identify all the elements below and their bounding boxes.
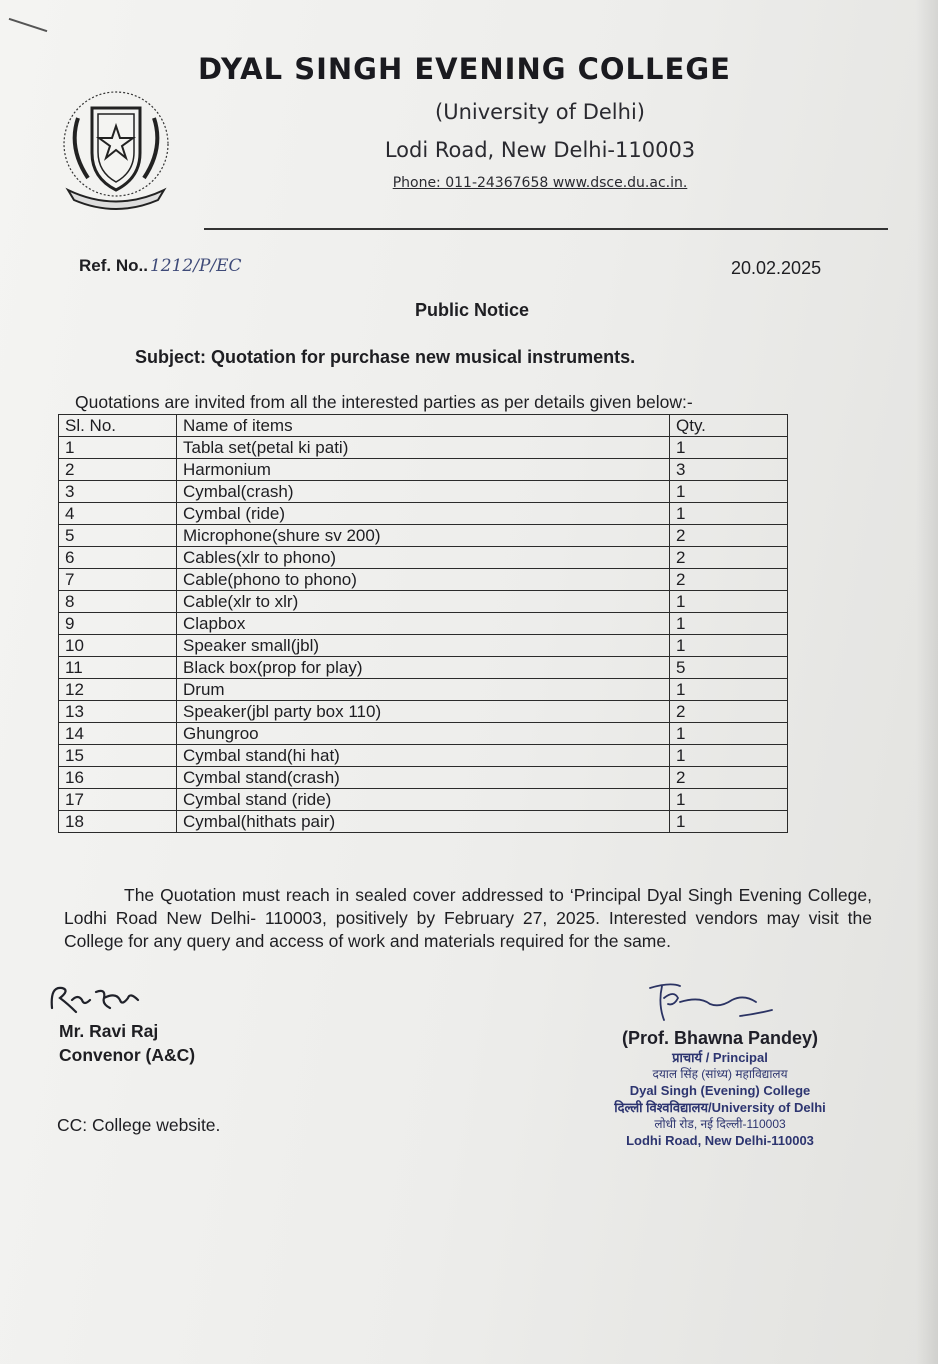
table-row — [59, 525, 788, 547]
table-row — [59, 723, 788, 745]
table-row — [59, 767, 788, 789]
cell-item-name: Tabla set(petal ki pati) — [177, 437, 670, 459]
cell-sl-no: 14 — [59, 723, 177, 745]
cell-qty: 2 — [670, 525, 788, 547]
cell-qty: 1 — [670, 591, 788, 613]
convenor-name: Mr. Ravi Raj — [59, 1021, 159, 1041]
cell-sl-no: 17 — [59, 789, 177, 811]
notice-intro: Quotations are invited from all the interested parties as per details given below:- — [75, 392, 693, 412]
cell-item-name: Ghungroo — [177, 723, 670, 745]
cell-qty: 1 — [670, 811, 788, 833]
cell-item-name: Drum — [177, 679, 670, 701]
table-row — [59, 569, 788, 591]
cell-sl-no: 2 — [59, 459, 177, 481]
notice-subject: Subject: Quotation for purchase new musical instruments. — [135, 347, 636, 367]
table-row — [59, 789, 788, 811]
cell-item-name: Cable(phono to phono) — [177, 569, 670, 591]
notice-paragraph: The Quotation must reach in sealed cover addressed to ‘Principal Dyal Singh Evening College, Lodhi Road New Delhi- 110003, positively by February 27, 2025. Interested vendors may visit the College for any query and access of work and materials required for the same. — [64, 885, 872, 951]
table-row — [59, 547, 788, 569]
stamp-line: दयाल सिंह (सांध्य) महाविद्यालय — [652, 1067, 788, 1081]
stamp-line: दिल्ली विश्वविद्यालय/University of Delhi — [614, 1100, 826, 1115]
convenor-role: Convenor (A&C) — [59, 1045, 196, 1065]
stamp-line: Lodhi Road, New Delhi-110003 — [626, 1133, 814, 1148]
table-row — [59, 459, 788, 481]
principal-signature — [640, 980, 780, 1025]
cell-qty: 5 — [670, 657, 788, 679]
cell-sl-no: 12 — [59, 679, 177, 701]
principal-name: (Prof. Bhawna Pandey) — [621, 1028, 819, 1048]
table-row — [59, 679, 788, 701]
pen-mark — [9, 18, 48, 32]
cell-item-name: Cymbal(hithats pair) — [177, 811, 670, 833]
cell-sl-no: 10 — [59, 635, 177, 657]
cell-qty: 1 — [670, 613, 788, 635]
cell-qty: 2 — [670, 547, 788, 569]
cell-sl-no: 4 — [59, 503, 177, 525]
table-row — [59, 613, 788, 635]
reference-handwritten: 1212/P/EC — [149, 256, 242, 276]
cell-qty: 1 — [670, 723, 788, 745]
college-crest-logo — [58, 78, 173, 213]
cell-item-name: Speaker small(jbl) — [177, 635, 670, 657]
cell-qty: 1 — [670, 635, 788, 657]
page-edge-shadow — [916, 0, 938, 1364]
cell-item-name: Cable(xlr to xlr) — [177, 591, 670, 613]
cell-sl-no: 7 — [59, 569, 177, 591]
cell-sl-no: 13 — [59, 701, 177, 723]
principal-stamp — [590, 1028, 850, 1149]
cell-qty: 1 — [670, 745, 788, 767]
cell-item-name: Cables(xlr to phono) — [177, 547, 670, 569]
table-row — [59, 635, 788, 657]
table-header-row — [59, 415, 788, 437]
cell-sl-no: 15 — [59, 745, 177, 767]
table-row — [59, 745, 788, 767]
cell-qty: 2 — [670, 767, 788, 789]
cell-sl-no: 5 — [59, 525, 177, 547]
cell-qty: 1 — [670, 503, 788, 525]
cell-sl-no: 16 — [59, 767, 177, 789]
cell-qty: 1 — [670, 789, 788, 811]
college-address: Lodi Road, New Delhi-110003 — [384, 138, 696, 162]
table-row — [59, 503, 788, 525]
header-sl-no: Sl. No. — [59, 415, 177, 437]
items-table — [58, 414, 788, 833]
cell-qty: 3 — [670, 459, 788, 481]
college-name: DYAL SINGH EVENING COLLEGE — [198, 52, 731, 86]
cell-item-name: Cymbal(crash) — [177, 481, 670, 503]
cell-qty: 2 — [670, 701, 788, 723]
cell-item-name: Speaker(jbl party box 110) — [177, 701, 670, 723]
table-row — [59, 481, 788, 503]
cell-sl-no: 9 — [59, 613, 177, 635]
cell-qty: 2 — [670, 569, 788, 591]
cell-qty: 1 — [670, 679, 788, 701]
cell-item-name: Clapbox — [177, 613, 670, 635]
cell-qty: 1 — [670, 481, 788, 503]
cell-item-name: Microphone(shure sv 200) — [177, 525, 670, 547]
convenor-signature — [46, 978, 166, 1018]
university-line: (University of Delhi) — [435, 100, 645, 124]
header-divider — [204, 228, 888, 230]
reference-label: Ref. No.. — [79, 256, 148, 275]
cell-item-name: Cymbal (ride) — [177, 503, 670, 525]
cell-qty: 1 — [670, 437, 788, 459]
cell-item-name: Cymbal stand(hi hat) — [177, 745, 670, 767]
cell-sl-no: 11 — [59, 657, 177, 679]
cell-item-name: Cymbal stand(crash) — [177, 767, 670, 789]
cell-sl-no: 18 — [59, 811, 177, 833]
cell-item-name: Harmonium — [177, 459, 670, 481]
stamp-line: प्राचार्य / Principal — [672, 1050, 768, 1065]
cell-item-name: Cymbal stand (ride) — [177, 789, 670, 811]
header-qty: Qty. — [670, 415, 788, 437]
cell-item-name: Black box(prop for play) — [177, 657, 670, 679]
header-item-name: Name of items — [177, 415, 670, 437]
reference-number — [79, 256, 242, 276]
notice-body — [64, 884, 872, 953]
notice-date: 20.02.2025 — [731, 258, 822, 278]
cc-line: CC: College website. — [57, 1115, 221, 1135]
stamp-line: लोधी रोड, नई दिल्ली-110003 — [654, 1117, 786, 1131]
table-row — [59, 657, 788, 679]
table-row — [59, 591, 788, 613]
table-row — [59, 437, 788, 459]
contact-line: Phone: 011-24367658 www.dsce.du.ac.in. — [392, 175, 688, 191]
cell-sl-no: 6 — [59, 547, 177, 569]
stamp-line: Dyal Singh (Evening) College — [629, 1083, 811, 1098]
table-row — [59, 701, 788, 723]
cell-sl-no: 8 — [59, 591, 177, 613]
table-row — [59, 811, 788, 833]
cell-sl-no: 3 — [59, 481, 177, 503]
notice-title: Public Notice — [415, 300, 530, 320]
cell-sl-no: 1 — [59, 437, 177, 459]
